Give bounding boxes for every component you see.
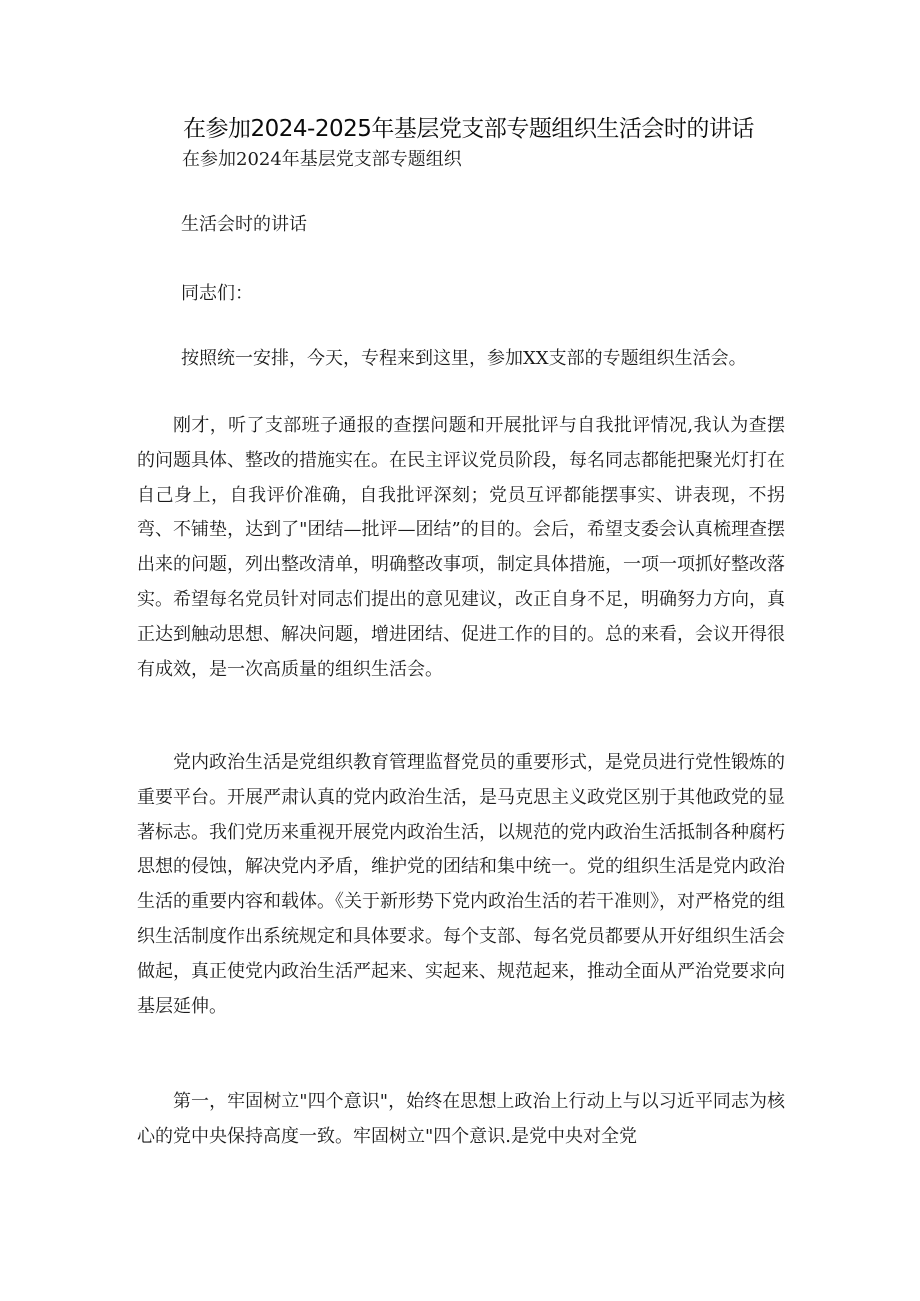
salutation: 同志们： <box>181 283 253 304</box>
subtitle-line-1: 在参加2024年基层党支部专题组织 <box>182 149 462 170</box>
subtitle-line-2: 生活会时的讲话 <box>181 214 307 235</box>
paragraph-intro: 按照统一安排，今天，专程来到这里，参加XX支部的专题组织生活会。 <box>181 348 747 369</box>
paragraph-political-life: 党内政治生活是党组织教育管理监督党员的重要形式，是党员进行党性锻炼的重要平台。开展严肃认真的党内政治生活，是马克思主义政党区别于其他政党的显著标志。我们党历来重视开展党内政治生活，以规范的党内政治生活抵制各种腐朽思想的侵蚀，解决党内矛盾，维护党的团结和集中统一。党的组织生活是党内政治生活的重要内容和载体。《关于新形势下党内政治生活的若干准则》，对严格党的组织生活制度作出系统规定和具体要求。每个支部、每名党员都要从开好组织生活会做起，真正使党内政治生活严起来、实起来、规范起来，推动全面从严治党要求向基层延伸。 <box>137 752 785 1017</box>
paragraph-review: 刚才，听了支部班子通报的查摆问题和开展批评与自我批评情况,我认为查摆的问题具体、整改的措施实在。在民主评议党员阶段，每名同志都能把聚光灯打在自己身上，自我评价准确，自我批评深刻；党员互评都能摆事实、讲表现，不拐弯、不铺垫，达到了"团结—批评—团结”的目的。会后，希望支委会认真梳理查摆出来的问题，列出整改清单，明确整改事项，制定具体措施，一项一项抓好整改落实。希望每名党员针对同志们提出的意见建议，改正自身不足，明确努力方向，真正达到触动思想、解决问题，增进团结、促进工作的目的。总的来看，会议开得很有成效，是一次高质量的组织生活会。 <box>137 415 785 680</box>
paragraph-first-point: 第一，牢固树立"四个意识"，始终在思想上政治上行动上与以习近平同志为核心的党中央保持高度一致。牢固树立"四个意识.是党中央对全党 <box>137 1091 785 1147</box>
document-title: 在参加2024-2025年基层党支部专题组织生活会时的讲话 <box>183 116 754 142</box>
